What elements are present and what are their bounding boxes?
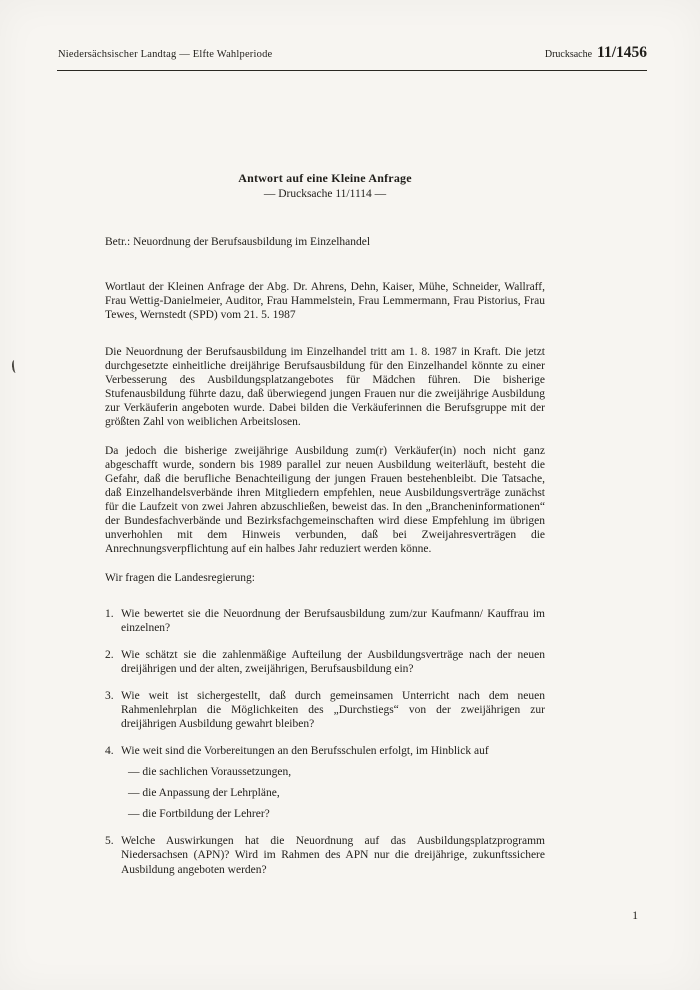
header-drucksache	[545, 44, 647, 62]
question-number: 2.	[105, 649, 114, 662]
drucksache-label: Drucksache	[544, 49, 593, 60]
paragraph-neuordnung: Die Neuordnung der Berufsausbildung im Einzelhandel tritt am 1. 8. 1987 in Kraft. Die jetzt durchgesetzte einheitliche dreijährige Berufsausbildung für den Einzelhandel könnte zu einer Verbesserung des Ausbildungsplatzangebotes für Mädchen führen. Die bisherige Stufenausbildung führte dazu, daß überwiegend jungen Frauen nur die zweijährige Ausbildung zur Verkäuferin angeboten wurde. Dabei bilden die Verkäuferinnen die Berufsgruppe mit der größten Zahl von weiblichen Arbeitslosen.	[105, 346, 545, 429]
question-item	[105, 607, 545, 635]
question-text: Welche Auswirkungen hat die Neuordnung auf das Ausbildungsplatzprogramm Niedersachsen (APN)? Wird im Rahmen des APN nur die dreijährige, zukunftssichere Ausbildung angeboten werden?	[121, 835, 545, 876]
question-text: Wie weit ist sichergestellt, daß durch gemeinsamen Unterricht nach dem neuen Rahmenlehrplan die Möglichkeiten des „Durchstiegs“ von der zweijährigen zur dreijährigen Ausbildung gewahrt bleiben?	[121, 690, 545, 731]
paragraph-wortlaut: Wortlaut der Kleinen Anfrage der Abg. Dr. Ahrens, Dehn, Kaiser, Mühe, Schneider, Wallraff, Frau Wettig-Danielmeier, Auditor, Frau Hammelstein, Frau Lemmermann, Frau Pistorius, Frau Tewes, Wernstedt (SPD) vom 21. 5. 1987	[105, 281, 545, 322]
paragraph-da-jedoch: Da jedoch die bisherige zweijährige Ausbildung zum(r) Verkäufer(in) noch nicht ganz abgeschafft wurde, sondern bis 1989 parallel zur neuen Ausbildung weiterläuft, besteht die Gefahr, daß die berufliche Benachteiligung der jungen Frauen bestehenbleibt. Die Tatsache, daß Einzelhandelsverbände ihren Mitgliedern empfehlen, neue Ausbildungsverträge zunächst für die Laufzeit von zwei Jahren abzuschließen, beweist das. In den „Brancheninformationen“ der Bundesfachverbände und Bezirksfachgemeinschaften wird diese Empfehlung im übrigen unverhohlen mit dem Hinweis verbunden, daß bei Zweijahresverträgen die Anrechnungsverpflichtung auf ein halbes Jahr reduziert werden könne.	[105, 445, 545, 556]
question-item	[105, 648, 545, 676]
question-item	[105, 744, 545, 821]
question-text: Wie weit sind die Vorbereitungen an den Berufsschulen erfolgt, im Hinblick auf	[121, 745, 489, 758]
header-rule	[57, 70, 647, 71]
document-subtitle: — Drucksache 11/1114 —	[263, 188, 387, 200]
document-title: Antwort auf eine Kleine Anfrage	[238, 171, 412, 185]
scan-artifact-mark	[11, 360, 18, 374]
question-item	[105, 834, 545, 876]
question-number: 5.	[105, 835, 114, 848]
title-block	[105, 171, 545, 200]
question-number: 3.	[105, 690, 114, 703]
question-item	[105, 689, 545, 731]
document-header	[58, 44, 647, 62]
questions-list	[105, 607, 545, 876]
question-text: Wie bewertet sie die Neuordnung der Berufsausbildung zum/zur Kaufmann/ Kauffrau im einzelnen?	[121, 608, 545, 635]
document-body	[105, 235, 545, 890]
page-number: 1	[632, 910, 638, 922]
question-text: Wie schätzt sie die zahlenmäßige Aufteilung der Ausbildungsverträge nach der neuen dreijährigen und der alten, zweijährigen, Berufsausbildung ein?	[121, 649, 545, 676]
subject-line: Betr.: Neuordnung der Berufsausbildung im Einzelhandel	[105, 236, 371, 248]
drucksache-number: 11/1456	[597, 44, 647, 61]
question-number: 4.	[105, 745, 114, 758]
question-subitem: — die sachlichen Voraussetzungen,	[128, 766, 292, 779]
question-number: 1.	[105, 608, 114, 621]
questions-intro: Wir fragen die Landesregierung:	[105, 572, 255, 585]
question-subitem: — die Anpassung der Lehrpläne,	[128, 787, 280, 800]
header-institution: Niedersächsischer Landtag — Elfte Wahlperiode	[58, 49, 273, 60]
question-subitem: — die Fortbildung der Lehrer?	[128, 808, 270, 821]
